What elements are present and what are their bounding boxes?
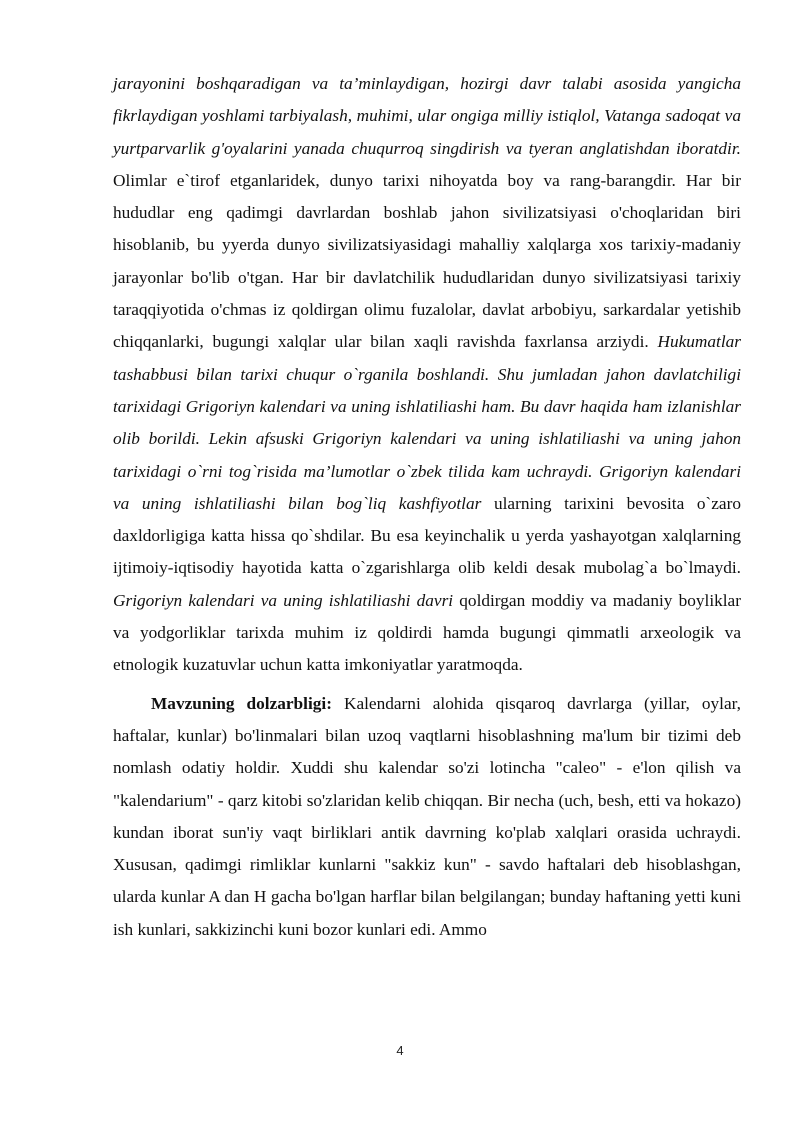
paragraph-2-body: Kalendarni alohida qisqaroq davrlarga (yillar, oylar, haftalar, kunlar) bo'linmalari bilan uzoq vaqtlarni hisoblashning ma'lum bir tizimi deb nomlash odatiy holdir. Xuddi shu kalendar so'zi lotincha "caleo" - e'lon qilish va "kalendarium" - qarz kitobi so'zlaridan kelib chiqqan. Bir necha (uch, besh, etti va hokazo) kundan iborat sun'iy vaqt birliklari antik davrning ko'plab xalqlari orasida uchraydi. Xususan, qadimgi rimliklar kunlarni "sakkiz kun" - savdo haftalari deb hisoblashgan, ularda kunlar A dan H gacha bo'lgan harflar bilan belgilangan; bunday haftaning yetti kuni ish kunlari, sakkizinchi kuni bozor kunlari edi. Ammo — [113, 693, 741, 939]
italic-sentence-3: Hukumatlar tashabbusi bilan tarixi chuqur o`rganila boshlandi. Shu jumladan jahon davlatchiligi tarixidagi Grigoriyn kalendari va uning ishlatiliashi ham. Bu davr haqida ham izlanishlar olib borildi. Lekin afsuski Grigoriyn kalendari va uning ishlatiliashi va uning jahon tarixidagi o`rni tog`risida ma’lumotlar o`zbek tilida kam uchraydi. Grigoriyn kalendari va uning ishlatiliashi bilan bog`liq kashfiyotlar — [113, 332, 742, 513]
paragraph-2 — [113, 688, 741, 946]
regular-sentence-4: ularning tarixini bevosita o`zaro daxldorligiga katta hissa qo`shdilar. Bu esa keyinchalik u yerda yashayotgan xalqlarning ijtimoiy-iqtisodiy hayotida katta o`zgarishlarga olib keldi desak mubolag`a bo`lmaydi. — [113, 493, 741, 578]
body-text — [113, 68, 741, 946]
section-heading: Mavzuning dolzarbligi: — [151, 693, 332, 713]
paragraph-1 — [113, 68, 741, 682]
regular-sentence-6: qoldirgan moddiy va madaniy boyliklar va yodgorliklar tarixda muhim iz qoldirdi hamda bugungi qimmatli arxeologik va etnologik kuzatuvlar uchun katta imkoniyatlar yaratmoqda. — [113, 590, 741, 675]
italic-sentence-5: Grigoriyn kalendari va uning ishlatiliashi davri — [113, 590, 454, 610]
italic-sentence-1: jarayonini boshqaradigan va ta’minlaydigan, hozirgi davr talabi asosida yangicha fikrlaydigan yoshlami tarbiyalash, muhimi, ular ongiga milliy istiqlol, Vatanga sadoqat va yurtparvarlik g'oyalarini yanada chuqurroq singdirish va tyeran anglatishdan iboratdir. — [113, 74, 741, 158]
page-number: 4 — [396, 1043, 404, 1058]
regular-sentence-2: Olimlar e`tirof etganlaridek, dunyo tarixi nihoyatda boy va rang-barangdir. Har bir hududlar eng qadimgi davrlardan boshlab jahon sivilizatsiyasi o'choqlaridan biri hisoblanib, bu yyerda dunyo sivilizatsiyasidagi mahalliy xalqlarga xos tarixiy-madaniy jarayonlar bo'lib o'tgan. Har bir davlatchilik hududlaridan dunyo sivilizatsiyasi tarixiy taraqqiyotida o'chmas iz qoldirgan olimu fuzalolar, davlat arbobiyu, sarkardalar yetishib chiqqanlarki, bugungi xalqlar ular bilan xaqli ravishda faxrlansa arziydi. — [113, 170, 741, 352]
